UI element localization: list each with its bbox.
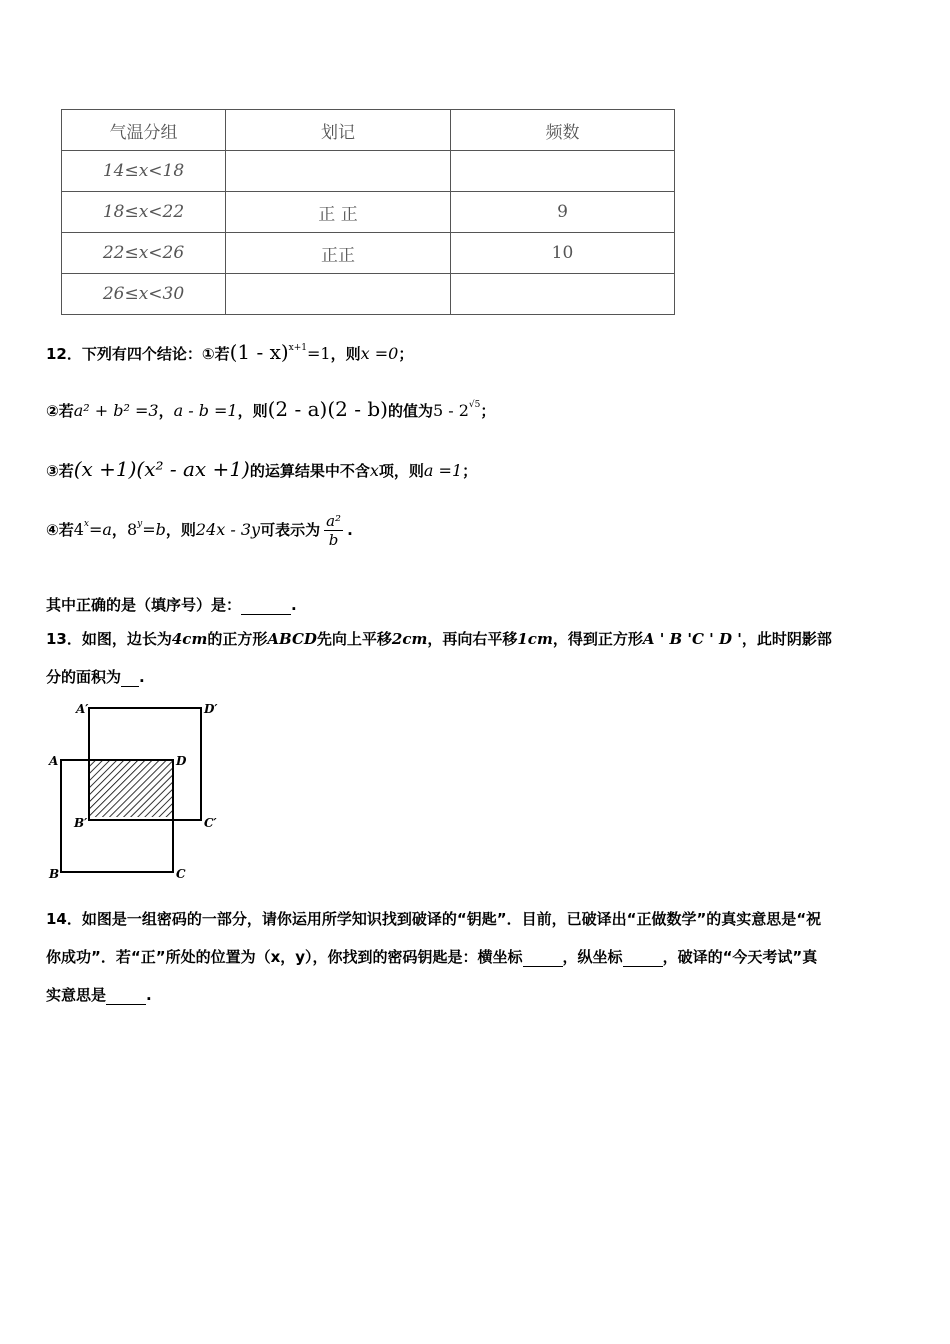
q12-answer-end: . [291,596,297,614]
q13-text-k: ，此时阴影部 [741,630,832,648]
q13-abcd-prime: A ' B 'C ' D ' [642,630,742,648]
label-d: D [176,754,187,768]
label-d-prime: D′ [204,702,218,716]
q12-s3-end: ； [462,462,478,480]
cell-count: 10 [451,233,675,274]
q12-s1-eq: =1 [307,344,331,363]
label-b: B [49,867,60,881]
q12-answer-blank[interactable] [241,596,291,615]
q12-statement-4 [46,512,353,549]
table-header-row [62,110,675,151]
q12-statement-1 [46,340,413,364]
q14-line-2 [46,946,817,967]
q12-answer-prompt: 其中正确的是（填序号）是： [46,596,242,614]
q14-text-b: ，纵坐标 [562,948,623,966]
q12-s2-then: ，则 [237,402,268,420]
frequency-table [61,109,675,315]
label-a-prime: A′ [76,702,89,716]
q12-s3-x: x [369,461,379,480]
q12-s4-then: ，则 [165,521,196,539]
header-tally: 划记 [226,110,451,151]
q13-text-e: 先向上平移 [316,630,392,648]
q13-answer-blank[interactable] [121,668,139,687]
q13-figure [40,695,230,885]
cell-count [451,151,675,192]
q13-text-line2: 分的面积为 [46,668,122,686]
q14-line-3 [46,984,152,1005]
q13-len-4cm: 4cm [171,630,208,648]
q12-s2-cond1: a² + b² =3 [73,401,159,420]
cell-group: 26≤x<30 [62,274,226,315]
q12-s4-cond1: 4 [73,520,84,539]
cell-tally: 正 正 [226,192,451,233]
q12-s3-expr: (x +1)(x² - ax +1) [73,457,250,481]
cell-count: 9 [451,192,675,233]
q12-s4-cond2-eq: =b [142,520,166,539]
q12-s2-if: ②若 [46,402,74,420]
q13-line2-end: . [139,668,145,686]
q12-s4-cond1-exp: x [83,519,89,529]
q13-abcd: ABCD [267,630,317,648]
label-b-prime: B′ [74,816,88,830]
q13-line-1 [46,628,832,649]
q13-text-g: ，再向右平移 [427,630,518,648]
q13-len-1cm: 1cm [517,630,553,648]
q13-text-a: 13．如图，边长为 [46,630,172,648]
header-group: 气温分组 [62,110,226,151]
table-row [62,274,675,315]
table-row [62,233,675,274]
q12-s4-expr: 24x - 3y [195,520,261,539]
q12-s4-cond2: 8 [126,520,138,539]
header-count: 频数 [451,110,675,151]
q12-s2-val: 的值为 [387,402,433,420]
q13-len-2cm: 2cm [391,630,428,648]
q13-text-c: 的正方形 [207,630,268,648]
q12-s3-then: 项，则 [378,462,424,480]
q12-s4-comma: ， [111,521,127,539]
q12-s2-expr: (2 - a)(2 - b) [267,397,388,421]
q14-line3-end: . [146,986,152,1004]
q13-line-2 [46,666,145,687]
cell-group: 22≤x<26 [62,233,226,274]
q14-text-c: ，破译的“今天考试”真 [662,948,818,966]
q12-s1-then: ，则 [330,345,361,363]
q12-intro: 12．下列有四个结论：①若 [46,345,230,363]
table-row [62,151,675,192]
cell-group: 14≤x<18 [62,151,226,192]
q12-answer-line [46,594,297,615]
shaded-region [89,760,173,817]
q12-s1-end: ； [398,345,414,363]
label-c-prime: C′ [204,816,217,830]
q12-s4-if: ④若 [46,521,74,539]
q13-text-i: ，得到正方形 [552,630,643,648]
q12-s4-end: . [347,521,353,539]
label-a: A [49,754,59,768]
q12-s2-cond2: a - b =1 [173,401,238,420]
q14-text-a: 你成功”．若“正”所处的位置为（x，y），你找到的密码钥匙是：横坐标 [46,948,523,966]
q12-s3-concl: a =1 [423,461,463,480]
cell-tally: 正正 [226,233,451,274]
q14-text-line1: 14．如图是一组密码的一部分，请你运用所学知识找到破译的“钥匙”．目前，已破译出“正做数学”的真实意思是“祝 [46,910,822,928]
q12-s1-expr: (1 - x) [229,340,289,364]
q12-s3-text: 的运算结果中不含 [249,462,370,480]
q12-s1-exp: x+1 [288,343,308,353]
q12-s1-concl: x =0 [360,344,399,363]
q12-s4-frac-den: b [328,531,339,549]
q14-x-blank[interactable] [523,948,563,967]
q12-statement-2 [46,397,495,421]
q14-line-1 [46,908,821,929]
q12-s2-comma: ， [158,402,174,420]
cell-group: 18≤x<22 [62,192,226,233]
q12-s4-cond1-eq: =a [88,520,112,539]
q12-s2-end: ； [480,402,496,420]
q12-s4-fraction [324,512,343,549]
q12-s4-cond2-exp: y [137,519,143,529]
q14-y-blank[interactable] [623,948,663,967]
cell-tally [226,274,451,315]
q12-s4-text: 可表示为 [260,521,321,539]
q12-s2-result: 5 - 2 [432,401,469,420]
q12-s3-if: ③若 [46,462,74,480]
q14-meaning-blank[interactable] [106,986,146,1005]
cell-tally [226,151,451,192]
q12-statement-3 [46,457,477,481]
q14-text-line3: 实意思是 [46,986,107,1004]
label-c: C [176,867,186,881]
q12-s2-result-exp: √5 [468,400,481,410]
table-row [62,192,675,233]
q12-s4-frac-num: a² [326,512,342,530]
cell-count [451,274,675,315]
